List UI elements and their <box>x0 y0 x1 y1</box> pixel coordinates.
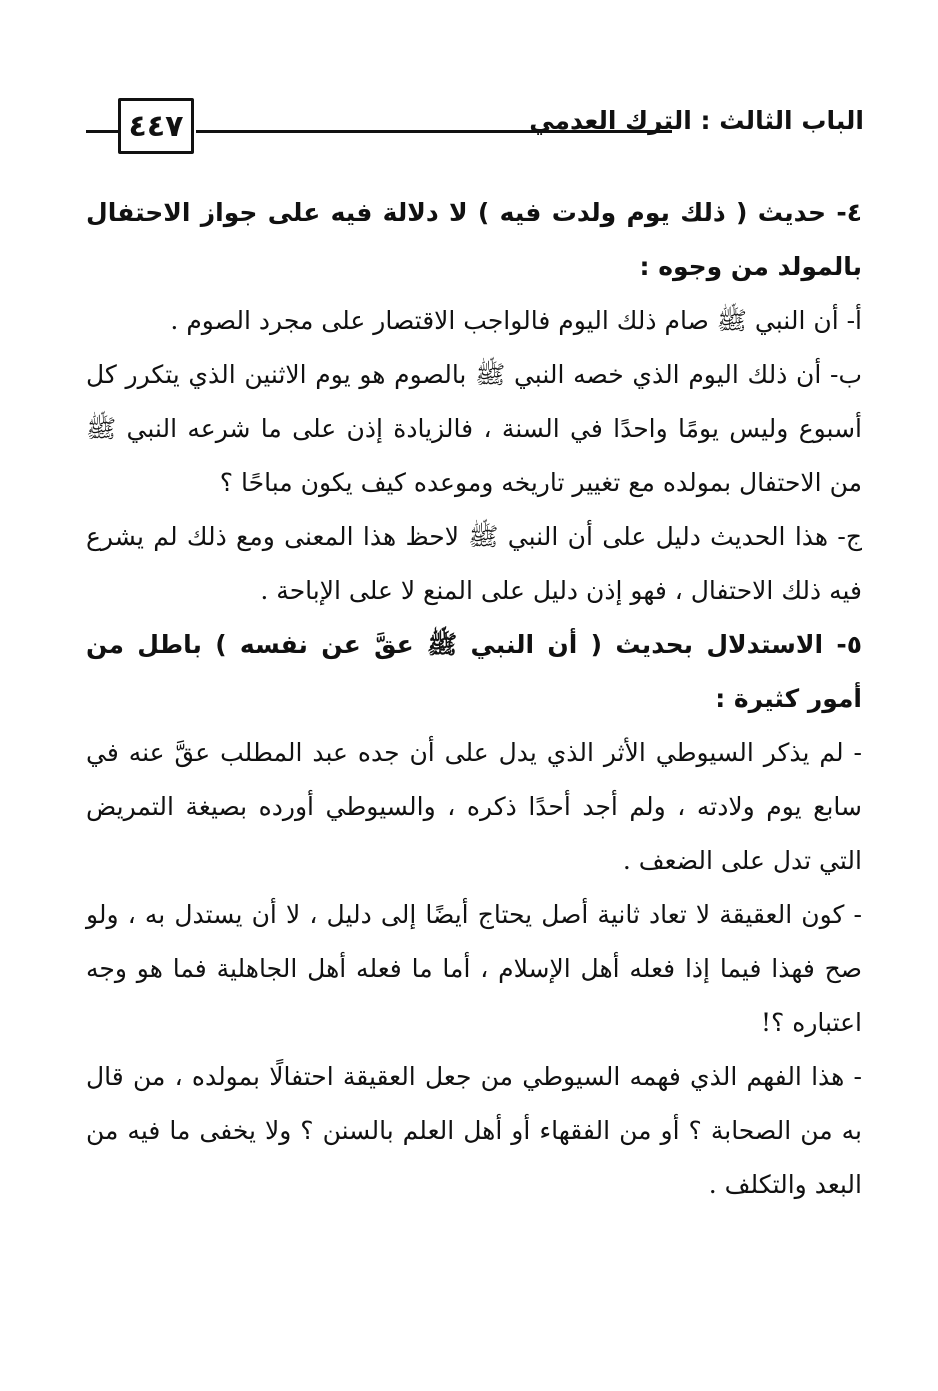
running-title: الباب الثالث : الترك العدمي <box>529 106 864 135</box>
paragraph-dash-3: - هذا الفهم الذي فهمه السيوطي من جعل العقيقة احتفالًا بمولده ، من قال به من الصحابة ؟ أو من الفقهاء أو أهل العلم بالسنن ؟ ولا يخفى ما فيه من البعد والتكلف . <box>86 1062 862 1199</box>
paragraph-dash-2: - كون العقيقة لا تعاد ثانية أصل يحتاج أيضًا إلى دليل ، لا أن يستدل به ، ولو صح فهذا فيما إذا فعله أهل الإسلام ، أما ما فعله أهل الجاهلية فما هو وجه اعتباره ؟! <box>86 900 862 1037</box>
paragraph-point-b: ب- أن ذلك اليوم الذي خصه النبي ﷺ بالصوم هو يوم الاثنين الذي يتكرر كل أسبوع وليس يومًا واحدًا في السنة ، فالزيادة إذن على ما شرعه النبي ﷺ من الاحتفال بمولده مع تغيير تاريخه وموعده كيف يكون مباحًا ؟ <box>86 360 862 497</box>
paragraph-dash-1: - لم يذكر السيوطي الأثر الذي يدل على أن جده عبد المطلب عقَّ عنه في سابع يوم ولادته ، ولم أجد أحدًا ذكره ، والسيوطي أورده بصيغة التمريض التي تدل على الضعف . <box>86 738 862 875</box>
header-rule-left <box>86 130 118 133</box>
paragraph-heading-4: ٤- حديث ( ذلك يوم ولدت فيه ) لا دلالة فيه على جواز الاحتفال بالمولد من وجوه : <box>86 198 862 281</box>
paragraph-point-a: أ- أن النبي ﷺ صام ذلك اليوم فالواجب الاقتصار على مجرد الصوم . <box>170 306 862 335</box>
page-header <box>86 92 864 162</box>
page-number: ٤٤٧ <box>118 98 194 154</box>
paragraph-heading-5: ٥- الاستدلال بحديث ( أن النبي ﷺ عقَّ عن نفسه ) باطل من أمور كثيرة : <box>86 630 862 713</box>
paragraph-point-c: ج- هذا الحديث دليل على أن النبي ﷺ لاحظ هذا المعنى ومع ذلك لم يشرع فيه ذلك الاحتفال ، فهو إذن دليل على المنع لا على الإباحة . <box>86 522 862 605</box>
body-text <box>86 186 862 1212</box>
